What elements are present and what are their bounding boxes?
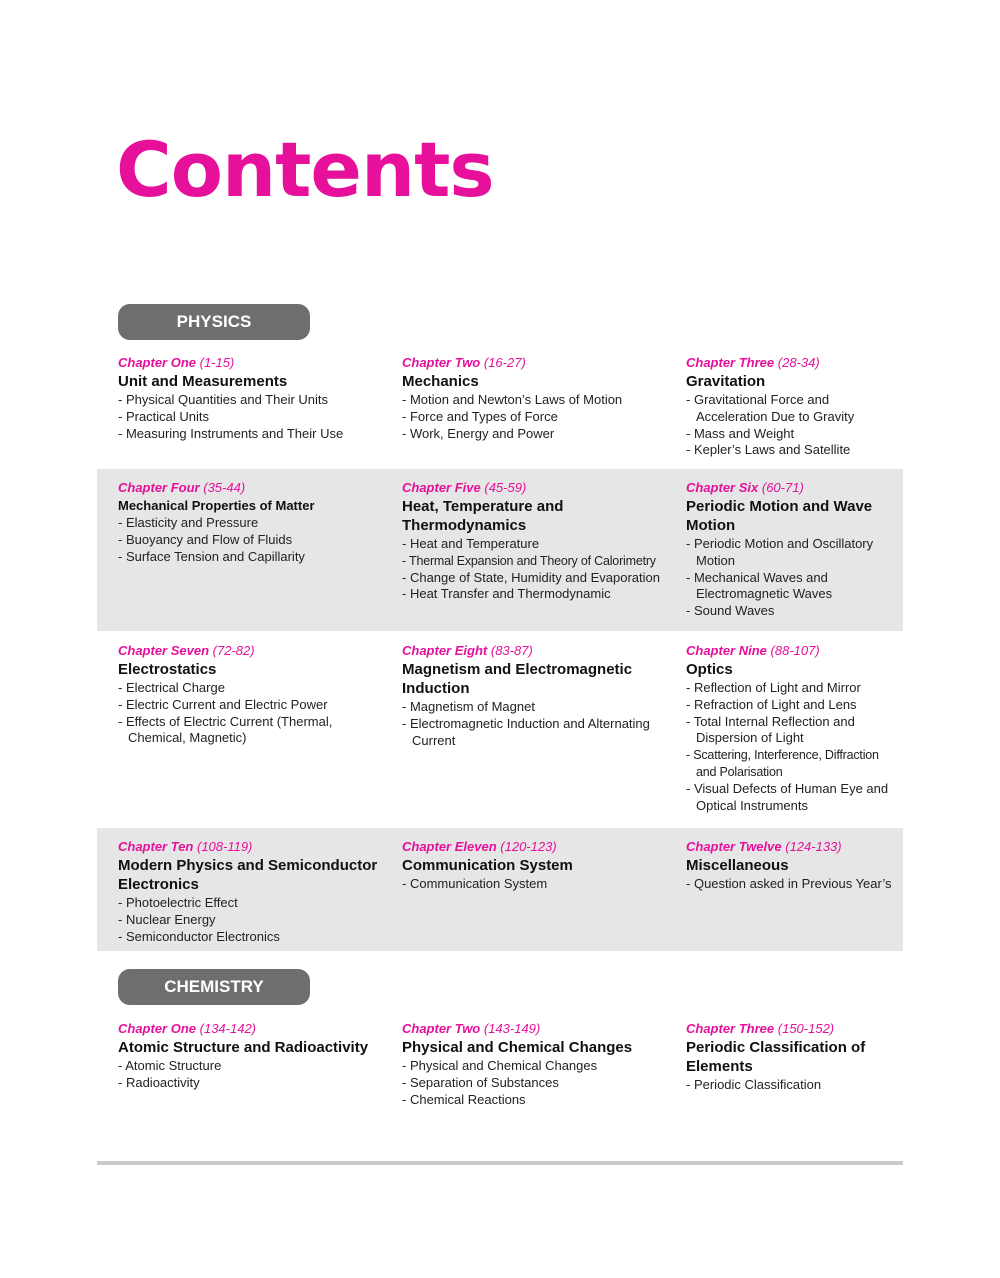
- chapter-title: Optics: [686, 661, 733, 678]
- chapter-entry[interactable]: [118, 479, 408, 565]
- chapter-title: Electrostatics: [118, 661, 217, 678]
- chapter-title: Mechanics: [402, 373, 479, 390]
- chapter-pages: (143-149): [483, 1021, 541, 1036]
- topic-item: - Magnetism of Magnet: [402, 699, 672, 716]
- topic-item: - Refraction of Light and Lens: [686, 697, 902, 714]
- topic-item: - Surface Tension and Capillarity: [118, 549, 408, 566]
- topic-item: - Thermal Expansion and Theory of Calorimetry: [402, 553, 692, 570]
- chapter-name: Chapter Ten: [118, 839, 194, 854]
- chapter-entry[interactable]: [402, 479, 692, 603]
- topic-item: - Sound Waves: [686, 603, 891, 620]
- chapter-name: Chapter Nine: [686, 643, 767, 658]
- topic-item: - Physical and Chemical Changes: [402, 1058, 692, 1075]
- topic-item: - Nuclear Energy: [118, 912, 383, 929]
- footer-divider: [97, 1161, 903, 1165]
- chapter-title: Modern Physics and Semiconductor Electronics: [118, 857, 378, 893]
- chapter-pages: (108-119): [196, 839, 253, 854]
- topic-item: - Electromagnetic Induction and Alternating Current: [402, 716, 672, 750]
- topic-item: - Radioactivity: [118, 1075, 388, 1092]
- chapter-pages: (88-107): [770, 643, 820, 658]
- topic-item: - Total Internal Reflection and Dispersion of Light: [686, 714, 902, 748]
- chapter-name: Chapter Six: [686, 480, 759, 495]
- chapter-name: Chapter Three: [686, 1021, 775, 1036]
- chapter-pages: (72-82): [212, 643, 255, 658]
- chapter-name: Chapter Two: [402, 1021, 481, 1036]
- chapter-name: Chapter Three: [686, 355, 775, 370]
- chapter-title: Communication System: [402, 857, 573, 874]
- chapter-pages: (124-133): [785, 839, 842, 854]
- topic-item: - Separation of Substances: [402, 1075, 692, 1092]
- chapter-name: Chapter Four: [118, 480, 200, 495]
- topic-item: - Mechanical Waves and Electromagnetic Waves: [686, 570, 840, 604]
- topic-item: - Buoyancy and Flow of Fluids: [118, 532, 408, 549]
- page-title: Contents: [116, 125, 494, 214]
- chapter-name: Chapter One: [118, 1021, 197, 1036]
- chapter-entry[interactable]: [118, 838, 383, 945]
- chapter-pages: (45-59): [484, 480, 527, 495]
- chapter-entry[interactable]: [118, 642, 343, 747]
- chapter-title: Periodic Classification of Elements: [686, 1039, 866, 1075]
- chapter-row: [97, 469, 903, 631]
- chapter-entry[interactable]: [118, 354, 408, 442]
- topic-item: - Visual Defects of Human Eye and Optical Instruments: [686, 781, 902, 815]
- topic-item: - Effects of Electric Current (Thermal, Chemical, Magnetic): [118, 714, 343, 748]
- topic-item: - Atomic Structure: [118, 1058, 388, 1075]
- chapter-name: Chapter Two: [402, 355, 481, 370]
- topic-item: - Practical Units: [118, 409, 408, 426]
- chapter-row: [97, 828, 903, 951]
- chapter-pages: (28-34): [777, 355, 820, 370]
- chapter-entry[interactable]: [402, 1020, 692, 1108]
- chapter-row: [97, 1013, 903, 1123]
- chapter-row: [97, 632, 903, 827]
- topic-item: - Heat Transfer and Thermodynamic: [402, 586, 692, 603]
- chapter-title: Magnetism and Electromagnetic Induction: [402, 661, 633, 697]
- chapter-entry[interactable]: [402, 838, 692, 893]
- chapter-name: Chapter Five: [402, 480, 481, 495]
- topic-item: - Photoelectric Effect: [118, 895, 383, 912]
- topic-item: - Electrical Charge: [118, 680, 343, 697]
- topic-item: - Measuring Instruments and Their Use: [118, 426, 408, 443]
- chapter-title: Physical and Chemical Changes: [402, 1039, 633, 1056]
- chapter-pages: (120-123): [500, 839, 557, 854]
- topic-item: - Periodic Classification: [686, 1077, 876, 1094]
- topic-item: - Communication System: [402, 876, 692, 893]
- chapter-pages: (16-27): [483, 355, 526, 370]
- chapter-entry[interactable]: [402, 354, 692, 442]
- topic-item: - Work, Energy and Power: [402, 426, 692, 443]
- chapter-entry[interactable]: [686, 642, 902, 814]
- topic-item: - Elasticity and Pressure: [118, 515, 408, 532]
- chapter-entry[interactable]: [686, 1020, 876, 1094]
- chapter-title: Heat, Temperature and Thermodynamics: [402, 498, 564, 534]
- chapter-title: Gravitation: [686, 373, 766, 390]
- topic-item: - Heat and Temperature: [402, 536, 692, 553]
- topic-item: - Physical Quantities and Their Units: [118, 392, 408, 409]
- topic-item: - Periodic Motion and Oscillatory Motion: [686, 536, 891, 570]
- chapter-title: Mechanical Properties of Matter: [118, 498, 315, 513]
- chapter-pages: (134-142): [199, 1021, 257, 1036]
- chapter-name: Chapter Eight: [402, 643, 488, 658]
- topic-item: - Semiconductor Electronics: [118, 929, 383, 946]
- topic-item: - Gravitational Force and Acceleration Due to Gravity: [686, 392, 901, 426]
- topic-item: - Change of State, Humidity and Evaporation: [402, 570, 692, 587]
- chapter-title: Periodic Motion and Wave Motion: [686, 498, 873, 534]
- topic-item: - Question asked in Previous Year’s: [686, 876, 902, 893]
- chapter-name: Chapter Eleven: [402, 839, 497, 854]
- chapter-name: Chapter Seven: [118, 643, 210, 658]
- section-label-chemistry: CHEMISTRY: [118, 969, 310, 1005]
- chapter-entry[interactable]: [118, 1020, 388, 1092]
- chapter-title: Unit and Measurements: [118, 373, 288, 390]
- topic-item: - Force and Types of Force: [402, 409, 692, 426]
- chapter-entry[interactable]: [402, 642, 672, 749]
- chapter-row: [97, 348, 903, 468]
- chapter-title: Miscellaneous: [686, 857, 789, 874]
- topic-item: - Motion and Newton’s Laws of Motion: [402, 392, 692, 409]
- section-label-physics: PHYSICS: [118, 304, 310, 340]
- topic-item: - Kepler’s Laws and Satellite: [686, 442, 901, 459]
- chapter-pages: (60-71): [761, 480, 804, 495]
- chapter-entry[interactable]: [686, 479, 891, 620]
- chapter-entry[interactable]: [686, 838, 902, 893]
- topic-item: - Mass and Weight: [686, 426, 901, 443]
- topic-item: - Chemical Reactions: [402, 1092, 692, 1109]
- chapter-name: Chapter Twelve: [686, 839, 782, 854]
- chapter-pages: (150-152): [777, 1021, 835, 1036]
- topic-item: - Electric Current and Electric Power: [118, 697, 343, 714]
- chapter-pages: (35-44): [203, 480, 246, 495]
- chapter-title: Atomic Structure and Radioactivity: [118, 1039, 369, 1056]
- chapter-pages: (1-15): [199, 355, 235, 370]
- chapter-pages: (83-87): [490, 643, 533, 658]
- chapter-entry[interactable]: [686, 354, 901, 459]
- topic-item: - Reflection of Light and Mirror: [686, 680, 902, 697]
- chapter-name: Chapter One: [118, 355, 197, 370]
- topic-item: - Scattering, Interference, Diffraction and Polarisation: [686, 747, 902, 781]
